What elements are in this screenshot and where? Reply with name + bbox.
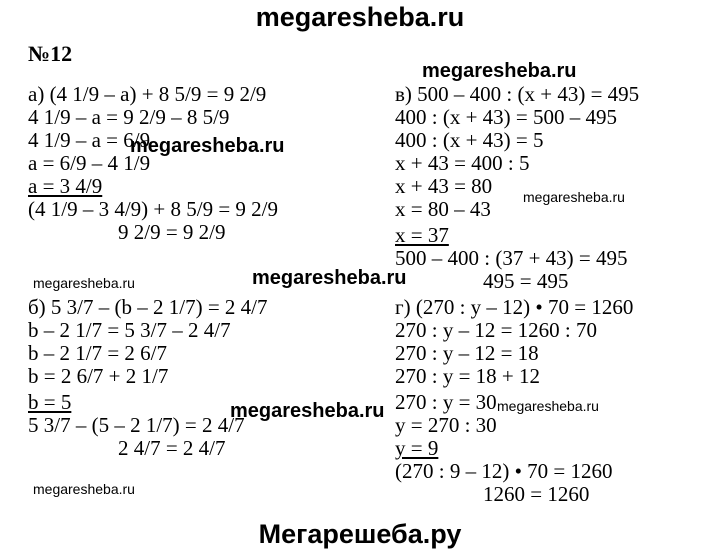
watermark-top: megaresheba.ru — [255, 2, 465, 32]
part-v-line-1: в) 500 – 400 : (x + 43) = 495 — [395, 82, 640, 106]
part-a-answer: а = 3 4/9 — [28, 174, 103, 198]
watermark-bottom: Мегарешеба.ру — [258, 519, 462, 549]
part-g-line-6: y = 270 : 30 — [395, 413, 497, 437]
part-v-check: 500 – 400 : (37 + 43) = 495 — [395, 246, 628, 270]
part-v-line-5: x + 43 = 80 — [395, 174, 493, 198]
part-a-check-result: 9 2/9 = 9 2/9 — [118, 220, 226, 244]
part-a-line-4: а = 6/9 – 4 1/9 — [28, 151, 151, 175]
part-b-check-result: 2 4/7 = 2 4/7 — [118, 436, 226, 460]
watermark-overlay: megaresheba.ru — [33, 275, 135, 291]
part-g-line-1: г) (270 : y – 12) • 70 = 1260 — [395, 295, 634, 319]
watermark-overlay: megaresheba.ru — [252, 267, 407, 289]
part-v-line-4: x + 43 = 400 : 5 — [395, 151, 530, 175]
part-a-line-1: а) (4 1/9 – а) + 8 5/9 = 9 2/9 — [28, 82, 267, 106]
watermark-overlay: megaresheba.ru — [230, 400, 385, 422]
part-v-line-3: 400 : (x + 43) = 5 — [395, 128, 544, 152]
part-g-line-5: 270 : y = 30 — [395, 390, 497, 414]
part-g-check-result: 1260 = 1260 — [483, 482, 590, 506]
part-g-line-3: 270 : y – 12 = 18 — [395, 341, 539, 365]
watermark-overlay: megaresheba.ru — [422, 60, 577, 82]
part-a-line-3: 4 1/9 – а = 6/9 — [28, 128, 151, 152]
part-v-answer: x = 37 — [395, 223, 449, 247]
part-b-line-2: b – 2 1/7 = 5 3/7 – 2 4/7 — [28, 318, 231, 342]
watermark-overlay: megaresheba.ru — [130, 135, 285, 157]
watermark-overlay: megaresheba.ru — [497, 398, 599, 414]
watermark-overlay: megaresheba.ru — [523, 189, 625, 205]
part-a-check: (4 1/9 – 3 4/9) + 8 5/9 = 9 2/9 — [28, 197, 279, 221]
part-v-check-result: 495 = 495 — [483, 269, 569, 293]
problem-title: №12 — [28, 41, 73, 66]
part-v-line-6: x = 80 – 43 — [395, 197, 491, 221]
part-g-check: (270 : 9 – 12) • 70 = 1260 — [395, 459, 613, 483]
part-b-answer: b = 5 — [28, 390, 72, 414]
part-g-answer: y = 9 — [395, 436, 439, 460]
part-g-line-4: 270 : y = 18 + 12 — [395, 364, 541, 388]
part-b-line-3: b – 2 1/7 = 2 6/7 — [28, 341, 168, 365]
part-b-check: 5 3/7 – (5 – 2 1/7) = 2 4/7 — [28, 413, 245, 437]
part-b-line-4: b = 2 6/7 + 2 1/7 — [28, 364, 169, 388]
watermark-overlay: megaresheba.ru — [33, 481, 135, 497]
part-g-line-2: 270 : y – 12 = 1260 : 70 — [395, 318, 598, 342]
part-b-line-1: б) 5 3/7 – (b – 2 1/7) = 2 4/7 — [28, 295, 268, 319]
part-v-line-2: 400 : (x + 43) = 500 – 495 — [395, 105, 618, 129]
part-a-line-2: 4 1/9 – а = 9 2/9 – 8 5/9 — [28, 105, 230, 129]
